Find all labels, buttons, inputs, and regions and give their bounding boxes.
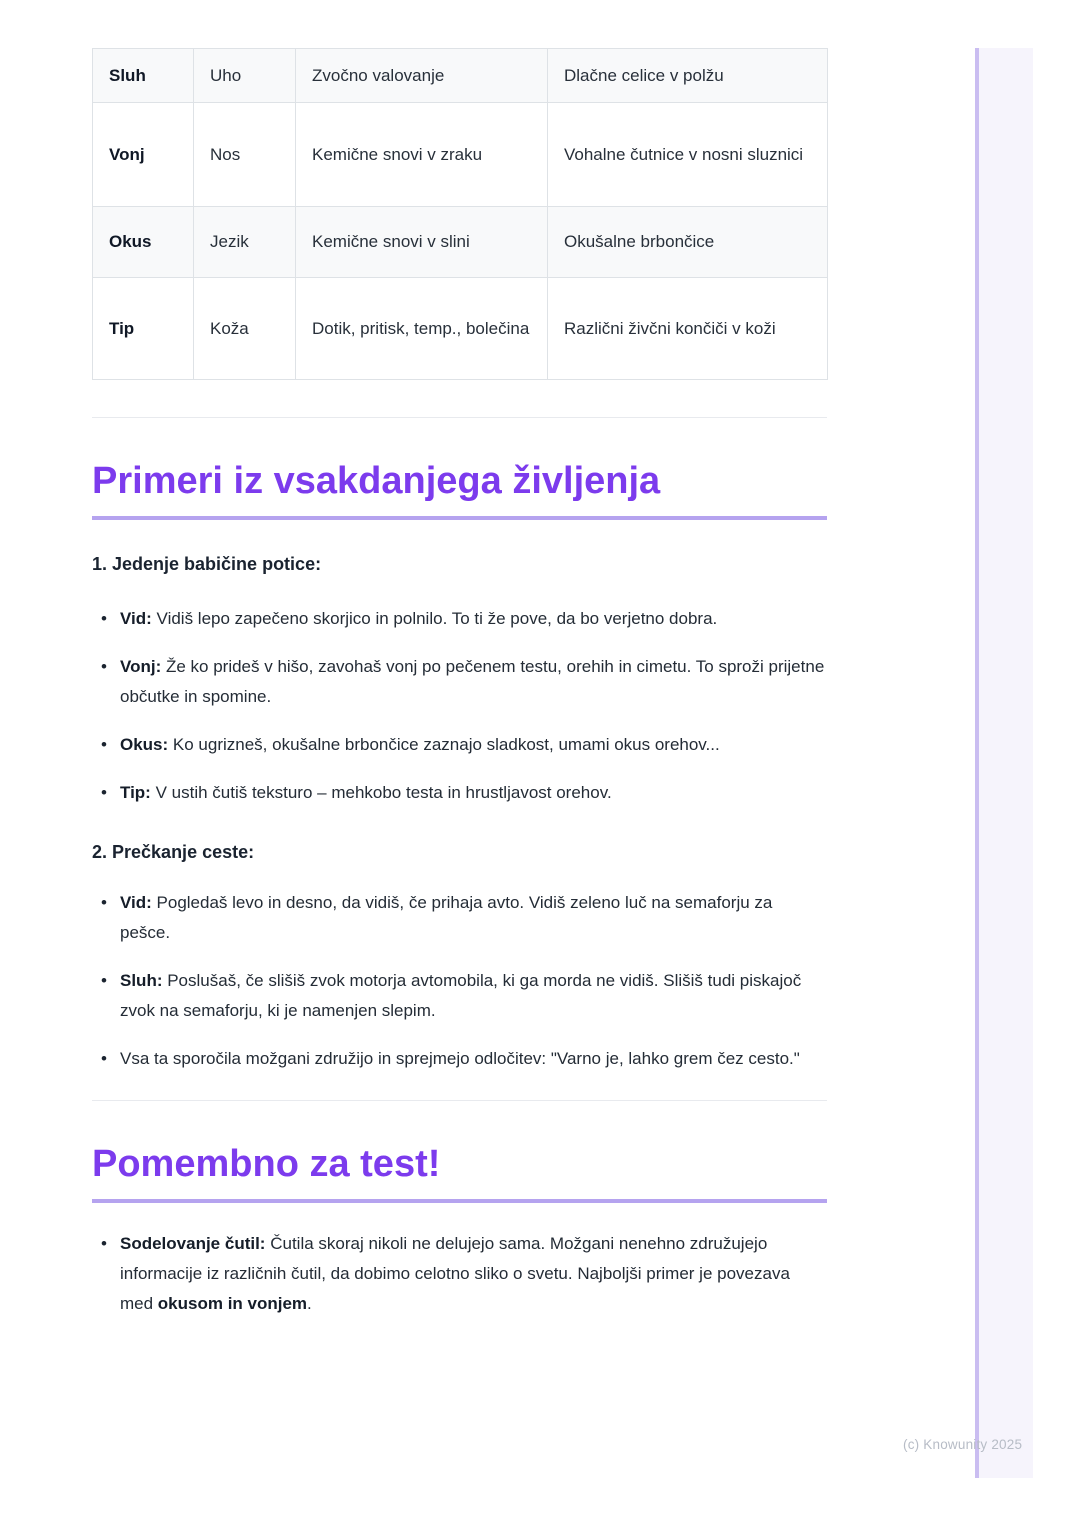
cell-stimulus: Zvočno valovanje [296,49,548,103]
list-item-text: Vsa ta sporočila možgani združijo in sprejmejo odločitev: "Varno je, lahko grem čez cesto." [120,1049,800,1068]
senses-table [92,48,828,380]
list-item [92,730,827,760]
list-item [92,604,827,634]
table-row [93,278,828,380]
test-list [92,1229,827,1319]
list-item-text: Vidiš lepo zapečeno skorjico in polnilo. To ti že pove, da bo verjetno dobra. [151,609,718,628]
cell-organ: Uho [194,49,296,103]
list-item-text: V ustih čutiš teksturo – mehkobo testa in hrustljavost orehov. [150,783,612,802]
cell-organ: Jezik [194,207,296,278]
table-row [93,103,828,207]
cell-organ: Nos [194,103,296,207]
list-item-text: Čutila skoraj nikoli ne delujejo sama. Možgani nenehno združujejo informacije iz različnih čutil, da dobimo celotno sliko o svetu. Najboljši primer je povezava med [120,1234,790,1313]
cell-stimulus: Kemične snovi v zraku [296,103,548,207]
cell-stimulus: Kemične snovi v slini [296,207,548,278]
example-list-2 [92,888,827,1074]
cell-sense: Okus [93,207,194,278]
accent-band-fill [979,48,1033,1478]
copyright-notice: (c) Knowunity 2025 [903,1437,1023,1452]
list-item-lead: Vid: [120,893,152,912]
cell-receptor: Vohalne čutnice v nosni sluznici [548,103,828,207]
list-item-text: Pogledaš levo in desno, da vidiš, če prihaja avto. Vidiš zeleno luč na semaforju za pešce. [120,893,773,942]
cell-receptor: Okušalne brbončice [548,207,828,278]
section-title-test: Pomembno za test! [92,1141,827,1203]
list-item-lead: Sodelovanje čutil: [120,1234,266,1253]
cell-sense: Sluh [93,49,194,103]
example-heading-2: 2. Prečkanje ceste: [92,842,255,862]
list-item-lead: Vonj: [120,657,162,676]
list-item [92,652,827,712]
table-row [93,207,828,278]
list-item [92,888,827,948]
table-row [93,49,828,103]
cell-sense: Vonj [93,103,194,207]
cell-organ: Koža [194,278,296,380]
list-item-text: Že ko prideš v hišo, zavohaš vonj po pečenem testu, orehih in cimetu. To sproži prijetne občutke in spomine. [120,657,825,706]
cell-stimulus: Dotik, pritisk, temp., bolečina [296,278,548,380]
cell-receptor: Dlačne celice v polžu [548,49,828,103]
list-item-lead: Okus: [120,735,169,754]
list-item [92,1044,827,1074]
list-item-text: Ko ugrizneš, okušalne brbončice zaznajo sladkost, umami okus orehov... [168,735,720,754]
accent-band-line [975,48,979,1478]
list-item-text: Poslušaš, če slišiš zvok motorja avtomobila, ki ga morda ne vidiš. Slišiš tudi piskajoč zvok na semaforju, ki je namenjen slepim. [120,971,802,1020]
list-item [92,966,827,1026]
list-item-lead: Tip: [120,783,151,802]
list-item [92,1229,827,1319]
cell-sense: Tip [93,278,194,380]
list-item [92,778,827,808]
list-item-lead: Sluh: [120,971,163,990]
example-heading-1: 1. Jedenje babičine potice: [92,554,322,574]
example-list-1 [92,604,827,808]
section-title-examples: Primeri iz vsakdanjega življenja [92,458,827,520]
list-item-tail: . [307,1294,312,1313]
section-divider [92,417,827,418]
list-item-lead: Vid: [120,609,152,628]
document-content [92,0,827,1319]
cell-receptor: Različni živčni končiči v koži [548,278,828,380]
section-divider [92,1100,827,1101]
list-item-bold: okusom in vonjem [157,1294,308,1313]
